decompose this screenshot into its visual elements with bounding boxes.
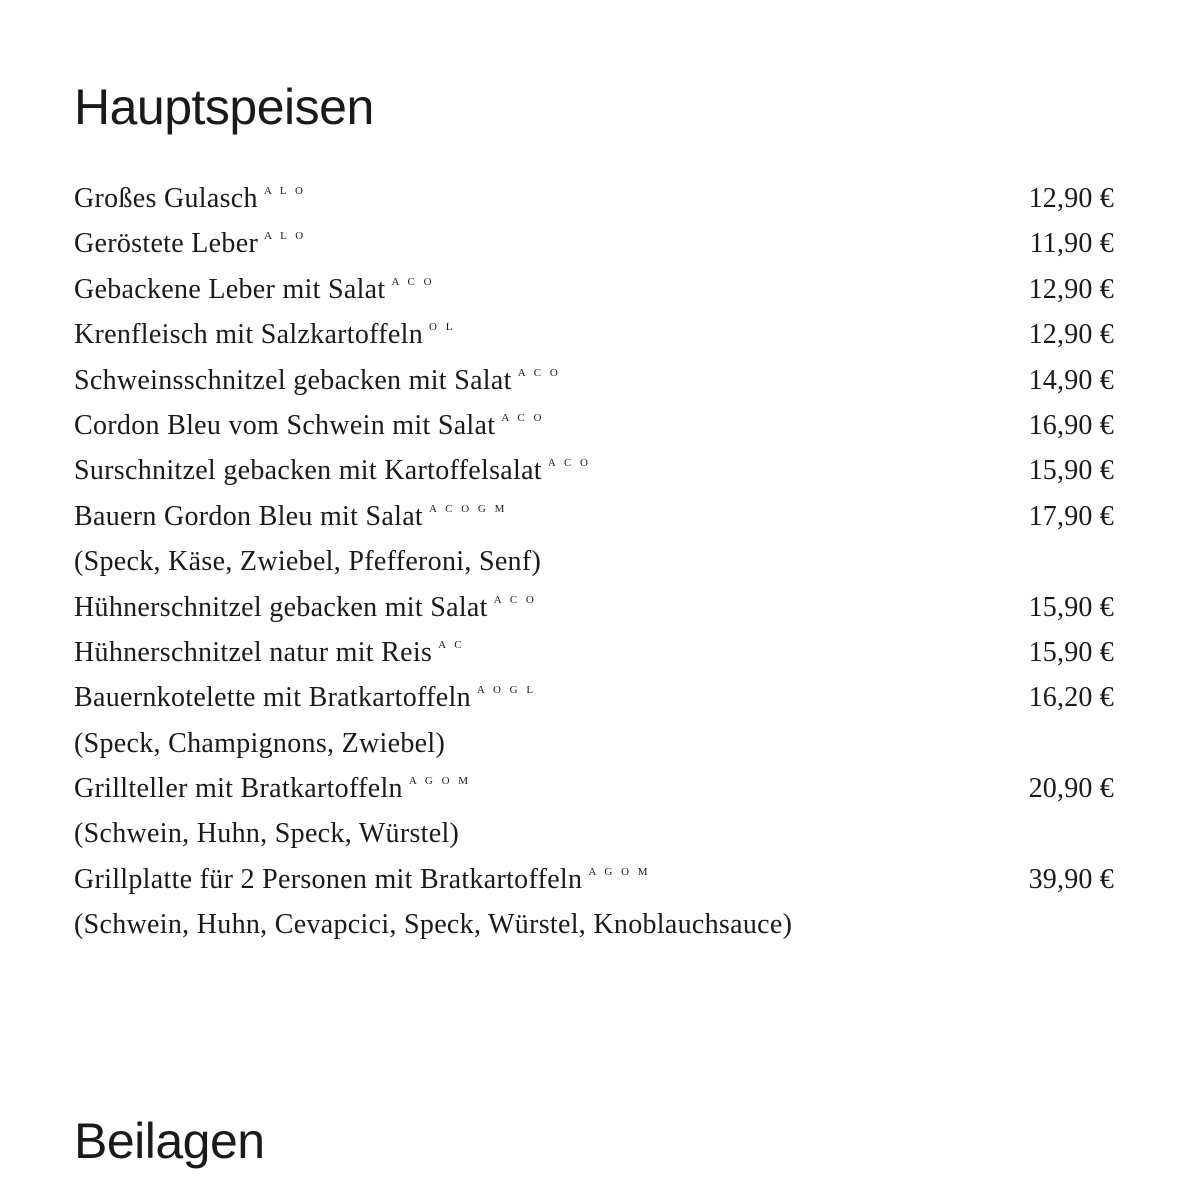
dish-price: 12,90 €: [1028, 273, 1114, 305]
dish-title: [74, 358, 561, 403]
dish-row: [74, 312, 1114, 357]
allergen-codes: A O G L: [476, 684, 537, 697]
section-title-beilagen: Beilagen: [74, 1113, 265, 1169]
dish-row: [74, 267, 1114, 312]
dish-note: (Speck, Champignons, Zwiebel): [74, 727, 446, 759]
section-title-hauptspeisen: Hauptspeisen: [74, 79, 374, 135]
dish-price: 11,90 €: [1029, 228, 1114, 260]
dish-price: 12,90 €: [1028, 319, 1114, 351]
dish-row: [74, 448, 1114, 493]
dish-name: Krenfleisch mit Salzkartoffeln: [74, 319, 424, 351]
dish-row: [74, 494, 1114, 539]
dish-price: 16,90 €: [1028, 409, 1114, 441]
dish-row: [74, 766, 1114, 811]
dish-title: [74, 403, 544, 448]
dish-note-row: [74, 811, 1114, 856]
dish-note-row: [74, 539, 1114, 584]
allergen-codes: A L O: [263, 185, 306, 197]
dish-title: [74, 494, 507, 539]
dish-note: (Schwein, Huhn, Speck, Würstel): [74, 818, 460, 850]
dish-title: [74, 675, 536, 720]
dish-title: [74, 766, 471, 811]
dish-row: [74, 857, 1114, 902]
dish-row: [74, 176, 1114, 221]
dish-price: 20,90 €: [1028, 773, 1114, 805]
dish-title: [74, 857, 651, 902]
allergen-codes: A C O G M: [429, 502, 508, 515]
dish-name: Bauernkotelette mit Bratkartoffeln: [74, 682, 471, 714]
allergen-codes: A G O M: [408, 775, 472, 788]
dish-title: [74, 221, 306, 266]
dish-title: [74, 630, 465, 675]
dish-name: Großes Gulasch: [74, 183, 258, 214]
dish-title: [74, 176, 306, 221]
allergen-codes: A L O: [264, 230, 307, 243]
dish-title: [74, 267, 435, 312]
dish-row: [74, 675, 1114, 720]
dish-price: 15,90 €: [1028, 591, 1114, 623]
dish-name: Hühnerschnitzel gebacken mit Salat: [74, 591, 488, 623]
dish-title: [74, 585, 537, 630]
dish-row: [74, 403, 1114, 448]
dish-price: 16,20 €: [1028, 682, 1114, 714]
dish-row: [74, 221, 1114, 266]
dish-name: Cordon Bleu vom Schwein mit Salat: [74, 409, 496, 441]
dish-note: (Speck, Käse, Zwiebel, Pfefferoni, Senf): [74, 546, 542, 578]
dish-row: [74, 358, 1114, 403]
dish-price: 14,90 €: [1028, 364, 1114, 396]
allergen-codes: A G O M: [588, 865, 651, 878]
dish-name: Schweinsschnitzel gebacken mit Salat: [74, 364, 512, 396]
dish-name: Bauern Gordon Bleu mit Salat: [74, 500, 424, 532]
dish-row: [74, 630, 1114, 675]
allergen-codes: A C O: [493, 593, 537, 606]
allergen-codes: O L: [429, 321, 456, 334]
dish-list: [74, 176, 1114, 948]
dish-name: Grillplatte für 2 Personen mit Bratkartoffeln: [74, 863, 583, 895]
allergen-codes: A C: [438, 638, 465, 651]
allergen-codes: A C O: [547, 457, 591, 470]
dish-note-row: [74, 721, 1114, 766]
dish-name: Geröstete Leber: [74, 228, 259, 260]
dish-price: 15,90 €: [1028, 455, 1114, 487]
dish-note: (Schwein, Huhn, Cevapcici, Speck, Würstel, Knoblauchsauce): [74, 909, 793, 941]
dish-name: Hühnerschnitzel natur mit Reis: [74, 636, 433, 668]
dish-name: Grillteller mit Bratkartoffeln: [74, 773, 403, 805]
allergen-codes: A C O: [391, 275, 435, 288]
dish-price: 39,90 €: [1028, 863, 1114, 895]
dish-name: Surschnitzel gebacken mit Kartoffelsalat: [74, 455, 542, 487]
dish-title: [74, 312, 455, 357]
allergen-codes: A C O: [517, 366, 561, 379]
dish-row: [74, 585, 1114, 630]
dish-price: 12,90 €: [1028, 183, 1114, 214]
dish-price: 15,90 €: [1028, 636, 1114, 668]
dish-title: [74, 448, 591, 493]
dish-name: Gebackene Leber mit Salat: [74, 273, 386, 305]
dish-price: 17,90 €: [1028, 500, 1114, 532]
allergen-codes: A C O: [501, 411, 545, 424]
dish-note-row: [74, 902, 1114, 947]
